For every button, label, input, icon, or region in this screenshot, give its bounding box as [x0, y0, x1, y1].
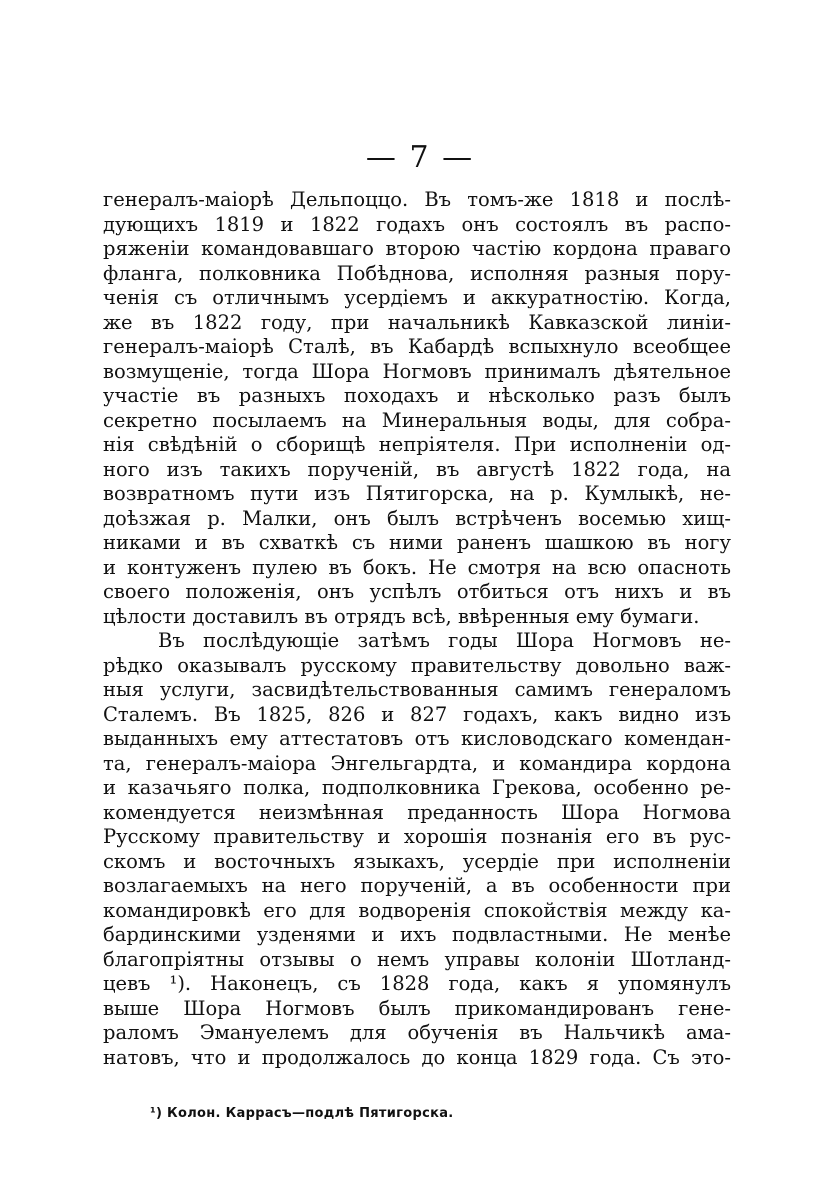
text-line: ного изъ такихъ порученiй, въ августѣ 1822 года, на: [103, 457, 731, 481]
text-line: командировкѣ его для водворенiя спокойствiя между ка-: [103, 898, 731, 922]
text-line: благопрiятны отзывы о немъ управы колонiи Шотланд-: [103, 947, 731, 971]
page-number: — 7 —: [365, 140, 475, 175]
text-line: ряженiи командовавшаго второю частiю кордона праваго: [103, 237, 731, 260]
text-line: цѣлости доставилъ въ отрядъ всѣ, ввѣренныя ему бумаги.: [103, 604, 700, 628]
text-line: Сталемъ. Въ 1825, 826 и 827 годахъ, какъ видно изъ: [103, 702, 731, 726]
footnote: ¹) Колон. Каррасъ—подлѣ Пятигорска.: [150, 1106, 454, 1121]
text-line: нiя свѣдѣнiй о сборищѣ непрiятеля. При исполненiи од-: [103, 433, 731, 456]
text-line: та, генералъ-маiора Энгельгардта, и командира кордона: [103, 751, 731, 775]
paragraph-2: [103, 629, 731, 1070]
text-line: бардинскими узденями и ихъ подвластными. Не менѣе: [103, 923, 731, 946]
text-line: доѣзжая р. Малки, онъ былъ встрѣченъ восемью хищ-: [103, 506, 731, 530]
text-line: скомъ и восточныхъ языкахъ, усердiе при исполненiи: [103, 849, 731, 873]
text-line: возлагаемыхъ на него порученiй, а въ особенности при: [103, 874, 731, 897]
text-line: Въ послѣдующiе затѣмъ годы Шора Ногмовъ не-: [158, 629, 731, 652]
text-line: и контуженъ пулею въ бокъ. Не смотря на всю опасноть: [103, 555, 731, 579]
text-line: раломъ Эмануелемъ для обученiя въ Нальчикѣ ама-: [103, 1021, 731, 1044]
text-line: натовъ, что и продолжалось до конца 1829 года. Съ это-: [103, 1045, 731, 1069]
body-text: [103, 188, 731, 1070]
text-line: возвратномъ пути изъ Пятигорска, на р. Кумлыкѣ, не-: [103, 482, 731, 505]
text-line: ченiя съ отличнымъ усердiемъ и аккуратностiю. Когда,: [103, 286, 731, 309]
text-line: и казачьяго полка, подполковника Грекова, особенно ре-: [103, 776, 731, 799]
text-line: комендуется неизмѣнная преданность Шора Ногмова: [103, 800, 731, 824]
text-line: выше Шора Ногмовъ былъ прикомандированъ гене-: [103, 996, 731, 1020]
text-line: генералъ-маiорѣ Сталѣ, въ Кабардѣ вспыхнуло всеобщее: [103, 335, 731, 358]
text-line: же въ 1822 году, при начальникѣ Кавказской линiи-: [103, 310, 731, 334]
text-line: участiе въ разныхъ походахъ и нѣсколько разъ былъ: [103, 384, 731, 407]
text-line: генералъ-маiорѣ Дельпоццо. Въ томъ-же 1818 и послѣ-: [103, 188, 731, 211]
text-line: рѣдко оказывалъ русскому правительству довольно важ-: [103, 653, 731, 677]
text-line: ныя услуги, засвидѣтельствованныя самимъ генераломъ: [103, 678, 731, 701]
text-line: своего положенiя, онъ успѣлъ отбиться отъ нихъ и въ: [103, 580, 731, 603]
footnote-rule: [105, 1097, 205, 1098]
text-line: цевъ ¹). Наконецъ, съ 1828 года, какъ я упомянулъ: [103, 972, 731, 995]
text-line: фланга, полковника Побѣднова, исполняя разныя пору-: [103, 261, 731, 285]
text-line: возмущенiе, тогда Шора Ногмовъ принималъ дѣятельное: [103, 359, 731, 383]
text-line: никами и въ схваткѣ съ ними раненъ шашкою въ ногу: [103, 531, 731, 554]
text-line: Русскому правительству и хорошiя познанiя его въ рус-: [103, 825, 731, 848]
text-line: секретно посылаемъ на Минеральныя воды, для собра-: [103, 408, 731, 432]
text-line: дующихъ 1819 и 1822 годахъ онъ состоялъ въ распо-: [103, 212, 731, 236]
text-line: выданныхъ ему аттестатовъ отъ кисловодскаго комендан-: [103, 727, 731, 750]
paragraph-1: [103, 188, 731, 629]
